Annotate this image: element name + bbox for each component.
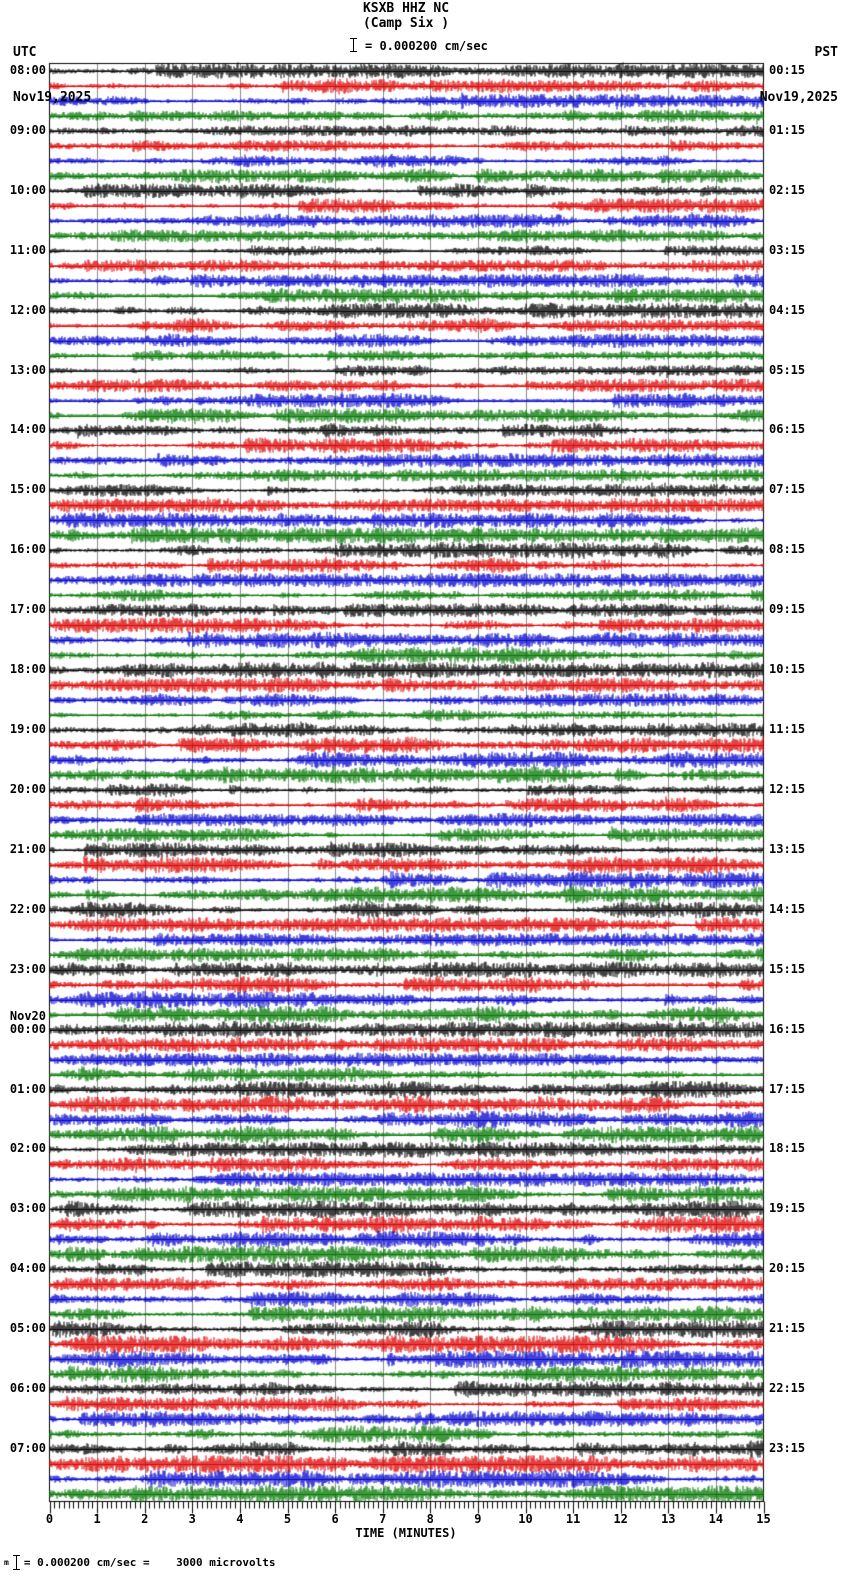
pst-hour-label: 01:15 (769, 122, 806, 137)
minute-tick-label: 8 (426, 1512, 434, 1526)
utc-hour-label: 01:00 (9, 1081, 46, 1096)
x-axis-title: TIME (MINUTES) (355, 1526, 457, 1540)
utc-hour-label: 23:00 (9, 961, 46, 976)
minute-tick-label: 1 (93, 1512, 101, 1526)
pst-hour-label: 18:15 (769, 1141, 806, 1156)
pst-hour-label: 04:15 (769, 302, 806, 317)
utc-hour-label: 21:00 (9, 841, 46, 856)
scale-note: = 0.000200 cm/sec (365, 39, 488, 53)
pst-hour-label: 20:15 (769, 1261, 806, 1276)
utc-hour-label: 07:00 (9, 1441, 46, 1456)
minute-tick-label: 7 (379, 1512, 387, 1526)
minute-tick-label: 0 (45, 1512, 54, 1526)
pst-hour-label: 00:15 (769, 62, 806, 77)
utc-hour-label: 15:00 (9, 482, 46, 497)
utc-hour-label: 17:00 (9, 602, 46, 617)
minute-tick-label: 11 (565, 1512, 581, 1526)
footer-scale-text: = 0.000200 cm/sec = 3000 microvolts (23, 1556, 276, 1569)
pst-hour-label: 05:15 (769, 362, 806, 377)
pst-hour-label: 19:15 (769, 1201, 806, 1216)
utc-hour-label: 10:00 (9, 182, 46, 197)
pst-hour-label: 17:15 (769, 1081, 806, 1096)
footer-marker-prefix: m (4, 1558, 9, 1567)
minute-tick-label: 13 (661, 1512, 676, 1526)
minute-tick-label: 6 (331, 1512, 339, 1526)
utc-hour-label: 11:00 (9, 242, 46, 257)
utc-hour-label: 14:00 (9, 422, 46, 437)
minute-tick-label: 9 (474, 1512, 482, 1526)
utc-hour-label: 06:00 (9, 1381, 46, 1396)
utc-hour-label: 22:00 (9, 901, 46, 916)
scale-bar-icon (349, 37, 358, 53)
footer-scale-bar-icon (12, 1554, 21, 1571)
utc-hour-label: 16:00 (9, 542, 46, 557)
pst-hour-label: 10:15 (769, 662, 806, 677)
utc-hour-label: 04:00 (9, 1261, 46, 1276)
utc-hour-label: 20:00 (9, 781, 46, 796)
pst-hour-label: 22:15 (769, 1381, 806, 1396)
pst-hour-label: 08:15 (769, 542, 806, 557)
minute-tick-label: 2 (141, 1512, 149, 1526)
minute-tick-label: 5 (283, 1512, 292, 1526)
utc-hour-label: 18:00 (9, 662, 46, 677)
pst-hour-label: 23:15 (769, 1441, 806, 1456)
utc-hour-label: 02:00 (9, 1141, 46, 1156)
left-date-label: Nov19,2025 (13, 90, 92, 105)
minute-tick-label: 4 (236, 1512, 244, 1526)
utc-hour-label: Nov20 00:00 (0, 1010, 46, 1036)
pst-hour-label: 21:15 (769, 1321, 806, 1336)
pst-hour-label: 03:15 (769, 242, 806, 257)
pst-hour-label: 06:15 (769, 422, 806, 437)
utc-hour-label: 03:00 (9, 1201, 46, 1216)
pst-hour-label: 12:15 (769, 781, 806, 796)
footer-scale-line (4, 1554, 276, 1571)
utc-hour-label: 12:00 (9, 302, 46, 317)
utc-date-change-label: Nov20 (9, 1008, 46, 1023)
pst-hour-label: 07:15 (769, 482, 806, 497)
utc-hour-label: 08:00 (9, 62, 46, 77)
pst-hour-label: 11:15 (769, 722, 806, 737)
pst-hour-label: 02:15 (769, 182, 806, 197)
right-date-label: Nov19,2025 (759, 90, 838, 105)
pst-hour-label: 16:15 (769, 1021, 806, 1036)
left-timezone-label: UTC (13, 45, 37, 60)
minute-tick-label: 10 (518, 1512, 533, 1526)
minute-tick-label: 12 (613, 1512, 628, 1526)
minute-tick-label: 14 (708, 1512, 724, 1526)
minute-tick-label: 15 (756, 1512, 771, 1526)
utc-hour-label: 13:00 (9, 362, 46, 377)
pst-hour-label: 15:15 (769, 961, 806, 976)
pst-hour-label: 09:15 (769, 602, 806, 617)
right-timezone-label: PST (814, 45, 838, 60)
utc-hour-label: 19:00 (9, 722, 46, 737)
station-title: KSXB HHZ NC (362, 1, 450, 16)
utc-hour-label: 09:00 (9, 122, 46, 137)
utc-hour-label: 05:00 (9, 1321, 46, 1336)
pst-hour-label: 13:15 (769, 841, 806, 856)
pst-hour-label: 14:15 (769, 901, 806, 916)
minute-tick-label: 3 (188, 1512, 196, 1526)
station-location: (Camp Six ) (362, 16, 450, 31)
